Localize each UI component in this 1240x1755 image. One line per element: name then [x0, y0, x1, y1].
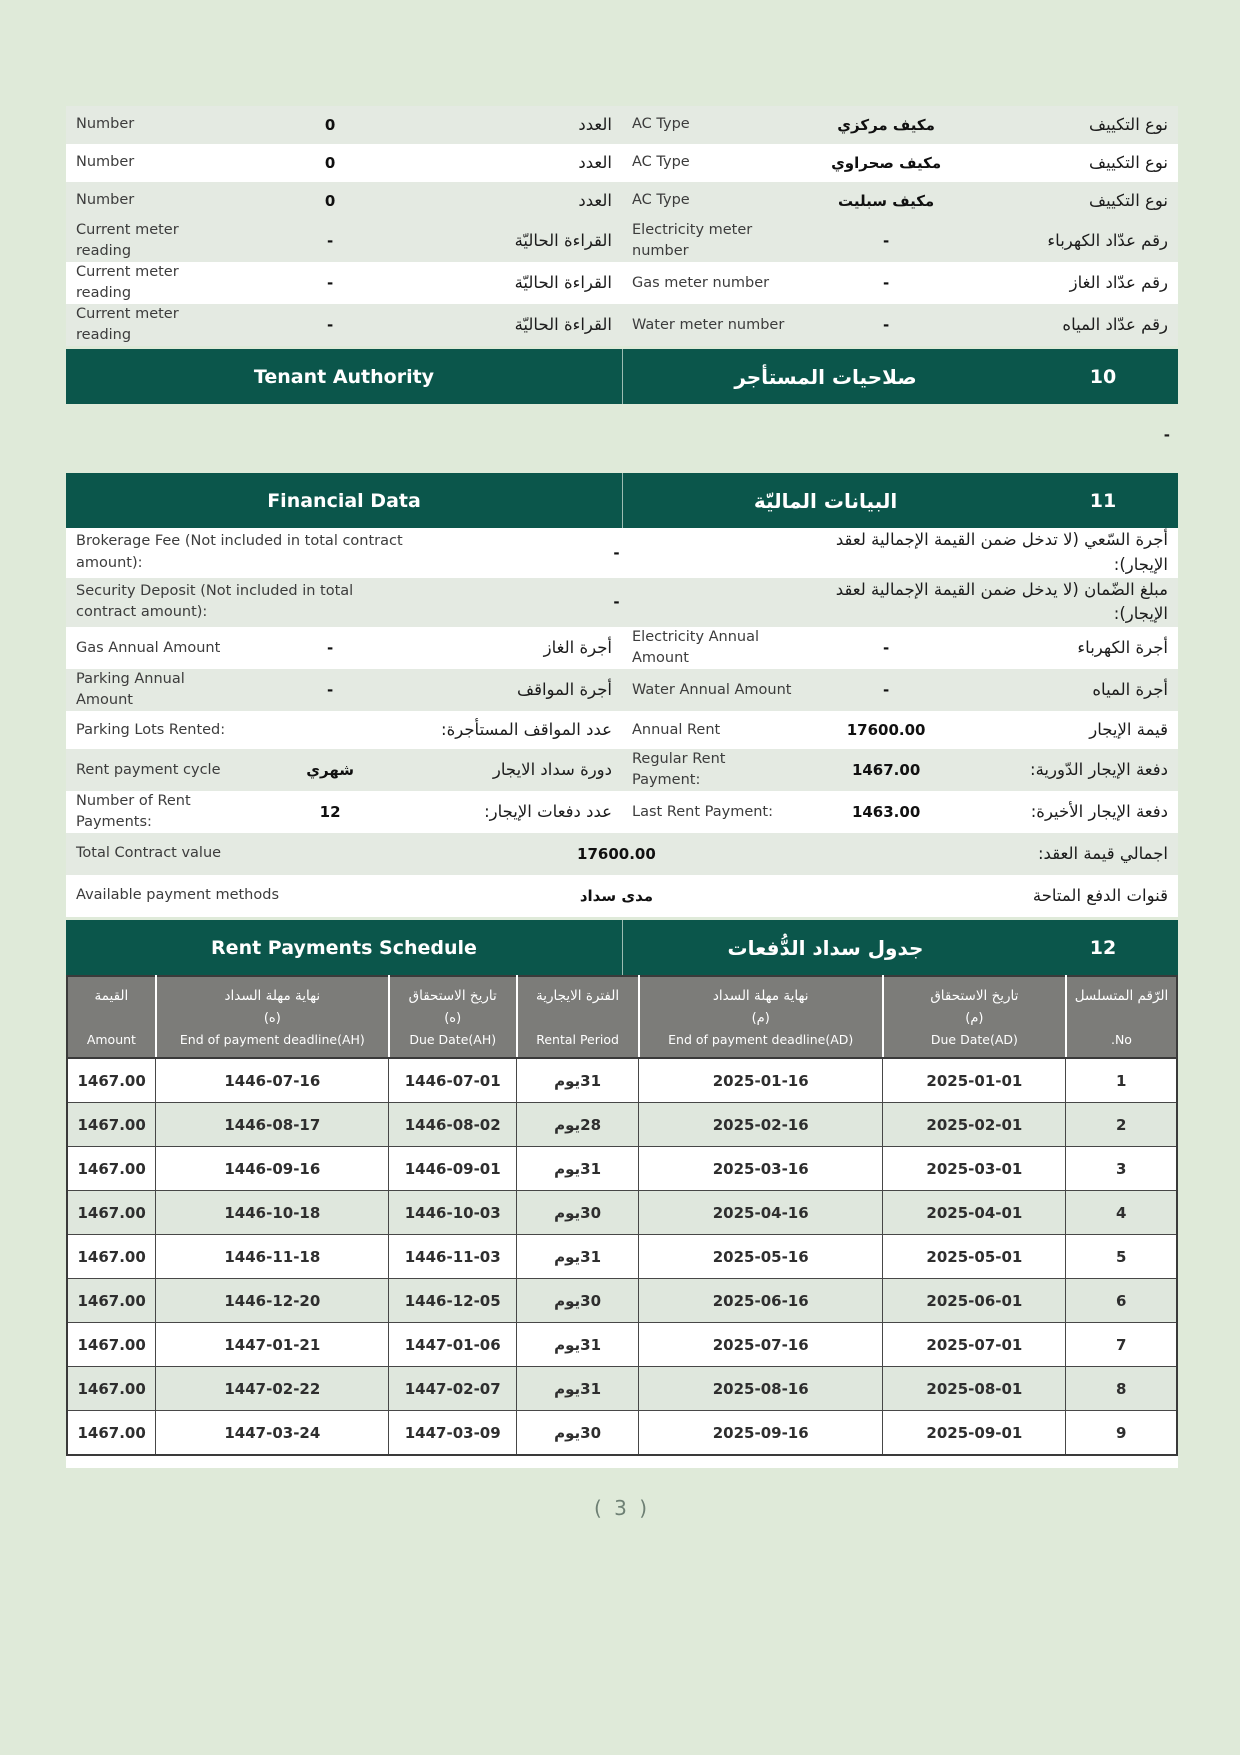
field-row	[66, 875, 1178, 917]
field-value: -	[882, 316, 890, 335]
label-ar: أجرة الغاز	[543, 637, 612, 657]
label-ar: العدد	[578, 152, 612, 172]
schedule-cell: 30يوم	[517, 1191, 639, 1235]
schedule-row	[67, 1235, 1177, 1279]
label-en: Number	[76, 154, 135, 171]
schedule-cell: 2025-06-01	[883, 1279, 1066, 1323]
section-11-banner	[66, 473, 1178, 528]
banner-title-ar: البيانات الماليّة	[753, 488, 898, 513]
schedule-cell: 3	[1066, 1147, 1177, 1191]
field-value: -	[326, 232, 334, 251]
schedule-cell: 2025-04-01	[883, 1191, 1066, 1235]
section-number: 11	[1089, 489, 1117, 512]
schedule-cell: 2	[1066, 1103, 1177, 1147]
field-row	[66, 669, 1178, 711]
schedule-cell: 1467.00	[67, 1103, 156, 1147]
schedule-row	[67, 1191, 1177, 1235]
label-ar: نوع التكييف	[1089, 152, 1168, 172]
label-en: Water meter number	[632, 316, 785, 333]
label-en: Total Contract value	[76, 845, 222, 862]
row-left-half	[66, 791, 622, 833]
label-en: Gas Annual Amount	[76, 639, 221, 656]
label-ar: العدد	[578, 114, 612, 134]
schedule-header-cell: القيمة Amount	[67, 976, 156, 1058]
field-value: -	[326, 274, 334, 293]
field-value: مدى سداد	[579, 887, 654, 906]
schedule-cell: 5	[1066, 1235, 1177, 1279]
schedule-cell: 2025-04-16	[639, 1191, 883, 1235]
section-12-banner	[66, 920, 1178, 975]
schedule-row	[67, 1367, 1177, 1411]
row-right-half	[622, 144, 1178, 182]
schedule-cell: 1447-02-22	[156, 1367, 389, 1411]
row-right-half	[622, 671, 1178, 709]
schedule-cell: 1447-03-24	[156, 1411, 389, 1456]
label-ar: نوع التكييف	[1089, 114, 1168, 134]
label-ar: عدد المواقف المستأجرة:	[441, 719, 612, 739]
label-en: Number	[76, 192, 135, 209]
label-ar: عدد دفعات الإيجار:	[484, 801, 612, 821]
schedule-cell: 1446-10-18	[156, 1191, 389, 1235]
schedule-header-cell: نهاية مهلة السداد (ه) End of payment deadline(AH)	[156, 976, 389, 1058]
label-en: AC Type	[632, 116, 690, 133]
schedule-cell: 31يوم	[517, 1323, 639, 1367]
schedule-row	[67, 1323, 1177, 1367]
label-en: AC Type	[632, 154, 690, 171]
schedule-cell: 1446-11-18	[156, 1235, 389, 1279]
field-row	[66, 262, 1178, 304]
label-ar: رقم عدّاد الغاز	[1069, 272, 1168, 292]
field-value: -	[882, 232, 890, 251]
label-ar: أجرة السّعي (لا تدخل ضمن القيمة الإجمالية لعقد الإيجار):	[835, 530, 1168, 574]
schedule-header-cell: الرّقم المتسلسل .No	[1066, 976, 1177, 1058]
label-en: Last Rent Payment:	[632, 803, 774, 820]
label-ar: رقم عدّاد المياه	[1062, 314, 1168, 334]
schedule-cell: 28يوم	[517, 1103, 639, 1147]
schedule-cell: 8	[1066, 1367, 1177, 1411]
field-row	[66, 749, 1178, 791]
label-en: Current meter reading	[76, 264, 179, 302]
row-right-half	[622, 220, 1178, 262]
field-value: -	[326, 316, 334, 335]
schedule-cell: 2025-07-16	[639, 1323, 883, 1367]
row-left-half	[66, 262, 622, 304]
schedule-cell: 1467.00	[67, 1367, 156, 1411]
tenant-authority-empty-value: -	[1163, 426, 1170, 445]
field-value: -	[326, 681, 334, 700]
label-en: Brokerage Fee (Not included in total contract amount):	[76, 533, 403, 571]
row-left-half	[66, 629, 622, 667]
field-row	[66, 711, 1178, 749]
schedule-cell: 1467.00	[67, 1191, 156, 1235]
schedule-header-cell: تاريخ الاستحقاق (ه) Due Date(AH)	[389, 976, 517, 1058]
label-en: Current meter reading	[76, 306, 179, 344]
field-value: -	[882, 681, 890, 700]
schedule-cell: 7	[1066, 1323, 1177, 1367]
field-value: 0	[324, 192, 336, 210]
schedule-cell: 2025-02-16	[639, 1103, 883, 1147]
schedule-cell: 4	[1066, 1191, 1177, 1235]
label-en: Available payment methods	[76, 887, 279, 904]
label-ar: دفعة الإيجار الدّورية:	[1030, 759, 1168, 779]
label-ar: أجرة المواقف	[516, 679, 612, 699]
field-row	[66, 220, 1178, 262]
schedule-cell: 1446-07-16	[156, 1058, 389, 1103]
row-left-half	[66, 220, 622, 262]
label-ar: أجرة الكهرباء	[1077, 637, 1168, 657]
schedule-cell: 1447-01-06	[389, 1323, 517, 1367]
field-value: -	[882, 274, 890, 293]
schedule-cell: 1467.00	[67, 1411, 156, 1456]
label-en: Annual Rent	[632, 721, 721, 738]
schedule-cell: 2025-05-16	[639, 1235, 883, 1279]
schedule-row	[67, 1147, 1177, 1191]
schedule-cell: 2025-05-01	[883, 1235, 1066, 1279]
schedule-cell: 2025-07-01	[883, 1323, 1066, 1367]
schedule-cell: 1447-01-21	[156, 1323, 389, 1367]
schedule-row	[67, 1058, 1177, 1103]
label-ar: القراءة الحاليّة	[514, 230, 612, 250]
label-ar: دورة سداد الايجار	[492, 759, 612, 779]
section-10-banner	[66, 349, 1178, 404]
row-left-half	[66, 711, 622, 749]
financial-data-table	[66, 528, 1178, 917]
field-row	[66, 182, 1178, 220]
banner-title-ar: جدول سداد الدُّفعات	[727, 935, 924, 960]
banner-title-en: Financial Data	[66, 473, 623, 528]
schedule-cell: 2025-08-16	[639, 1367, 883, 1411]
schedule-cell: 1446-12-20	[156, 1279, 389, 1323]
label-ar: القراءة الحاليّة	[514, 314, 612, 334]
row-left-half	[66, 669, 622, 711]
schedule-cell: 1467.00	[67, 1235, 156, 1279]
schedule-cell: 31يوم	[517, 1058, 639, 1103]
field-value: مكيف سبليت	[837, 192, 935, 210]
row-right-half	[622, 749, 1178, 791]
label-ar: مبلغ الضّمان (لا يدخل ضمن القيمة الإجمالية لعقد الإيجار):	[835, 579, 1168, 624]
schedule-cell: 1446-09-01	[389, 1147, 517, 1191]
schedule-cell: 1447-03-09	[389, 1411, 517, 1456]
field-row	[66, 627, 1178, 669]
row-right-half	[622, 182, 1178, 220]
schedule-cell: 2025-08-01	[883, 1367, 1066, 1411]
schedule-cell: 1467.00	[67, 1058, 156, 1103]
field-value: شهري	[306, 761, 354, 780]
schedule-row	[67, 1411, 1177, 1456]
schedule-header	[67, 976, 1177, 1058]
field-value: مكيف صحراوي	[831, 154, 942, 172]
field-value: -	[882, 639, 890, 658]
schedule-cell: 2025-06-16	[639, 1279, 883, 1323]
field-value: 12	[319, 803, 341, 822]
label-en: Parking Annual Amount	[76, 671, 185, 709]
row-left-half	[66, 144, 622, 182]
label-ar: قنوات الدفع المتاحة	[1032, 885, 1168, 905]
row-left-half	[66, 106, 622, 144]
schedule-cell: 1	[1066, 1058, 1177, 1103]
schedule-cell: 1446-07-01	[389, 1058, 517, 1103]
schedule-cell: 30يوم	[517, 1279, 639, 1323]
schedule-cell: 2025-09-16	[639, 1411, 883, 1456]
label-en: Electricity meter number	[632, 222, 753, 260]
section-number: 10	[1089, 365, 1117, 388]
row-right-half	[622, 711, 1178, 749]
rent-payments-schedule-table	[66, 975, 1178, 1456]
row-left-half	[66, 751, 622, 789]
schedule-cell: 1446-08-02	[389, 1103, 517, 1147]
label-en: Water Annual Amount	[632, 681, 792, 698]
schedule-cell: 2025-01-01	[883, 1058, 1066, 1103]
label-en: Parking Lots Rented:	[76, 721, 226, 738]
field-value: -	[613, 543, 620, 562]
field-row	[66, 578, 1178, 628]
ac-and-meters-table	[66, 106, 1178, 346]
label-en: Electricity Annual Amount	[632, 629, 760, 667]
label-en: Gas meter number	[632, 274, 770, 291]
label-ar: القراءة الحاليّة	[514, 272, 612, 292]
field-row	[66, 791, 1178, 833]
row-right-half	[622, 106, 1178, 144]
label-en: Regular Rent Payment:	[632, 751, 726, 789]
banner-title-en: Tenant Authority	[66, 349, 623, 404]
schedule-cell: 1446-12-05	[389, 1279, 517, 1323]
field-value: -	[326, 639, 334, 658]
schedule-cell: 2025-09-01	[883, 1411, 1066, 1456]
field-value: 17600.00	[577, 845, 656, 864]
row-left-half	[66, 182, 622, 220]
field-row	[66, 528, 1178, 578]
schedule-cell: 31يوم	[517, 1367, 639, 1411]
field-value: مكيف مركزي	[837, 116, 935, 134]
label-ar: نوع التكييف	[1089, 190, 1168, 210]
schedule-cell: 1446-11-03	[389, 1235, 517, 1279]
schedule-cell: 1446-09-16	[156, 1147, 389, 1191]
banner-title-en: Rent Payments Schedule	[66, 920, 623, 975]
row-right-half	[622, 793, 1178, 831]
field-value: 0	[324, 116, 336, 134]
field-value: -	[613, 593, 620, 612]
label-en: Security Deposit (Not included in total contract amount):	[76, 582, 354, 621]
schedule-row	[67, 1279, 1177, 1323]
field-value: 0	[324, 154, 336, 172]
row-right-half	[622, 264, 1178, 302]
label-en: Current meter reading	[76, 222, 179, 260]
schedule-cell: 1467.00	[67, 1323, 156, 1367]
field-row	[66, 106, 1178, 144]
field-row	[66, 304, 1178, 346]
section-number: 12	[1089, 936, 1117, 959]
schedule-cell: 2025-01-16	[639, 1058, 883, 1103]
schedule-cell: 30يوم	[517, 1411, 639, 1456]
page-number: ( 3 )	[593, 1496, 651, 1521]
label-ar: العدد	[578, 190, 612, 210]
row-left-half	[66, 304, 622, 346]
schedule-row	[67, 1103, 1177, 1147]
schedule-cell: 1447-02-07	[389, 1367, 517, 1411]
schedule-header-cell: تاريخ الاستحقاق (م) Due Date(AD)	[883, 976, 1066, 1058]
row-right-half	[622, 627, 1178, 669]
label-en: Number of Rent Payments:	[76, 793, 191, 831]
label-en: Rent payment cycle	[76, 761, 221, 778]
schedule-cell: 1446-10-03	[389, 1191, 517, 1235]
table-bottom-strip	[66, 1456, 1178, 1468]
schedule-cell: 2025-02-01	[883, 1103, 1066, 1147]
schedule-cell: 6	[1066, 1279, 1177, 1323]
label-ar: اجمالي قيمة العقد:	[1037, 843, 1168, 863]
field-value: 17600.00	[846, 721, 926, 740]
schedule-cell: 2025-03-01	[883, 1147, 1066, 1191]
schedule-cell: 9	[1066, 1411, 1177, 1456]
label-ar: دفعة الإيجار الأخيرة:	[1030, 801, 1168, 821]
field-row	[66, 144, 1178, 182]
label-ar: قيمة الإيجار	[1089, 719, 1168, 739]
schedule-cell: 1467.00	[67, 1147, 156, 1191]
schedule-cell: 31يوم	[517, 1235, 639, 1279]
field-value: 1467.00	[851, 761, 921, 780]
label-ar: رقم عدّاد الكهرباء	[1047, 230, 1168, 250]
schedule-cell: 1467.00	[67, 1279, 156, 1323]
field-value: 1463.00	[851, 803, 921, 822]
schedule-cell: 31يوم	[517, 1147, 639, 1191]
schedule-cell: 1446-08-17	[156, 1103, 389, 1147]
row-right-half	[622, 306, 1178, 344]
schedule-header-cell: الفترة الايجارية Rental Period	[517, 976, 639, 1058]
schedule-cell: 2025-03-16	[639, 1147, 883, 1191]
field-row	[66, 833, 1178, 875]
label-ar: أجرة المياه	[1092, 679, 1168, 699]
label-en: Number	[76, 116, 135, 133]
banner-title-ar: صلاحيات المستأجر	[734, 364, 917, 389]
schedule-header-cell: نهاية مهلة السداد (م) End of payment deadline(AD)	[639, 976, 883, 1058]
label-en: AC Type	[632, 192, 690, 209]
